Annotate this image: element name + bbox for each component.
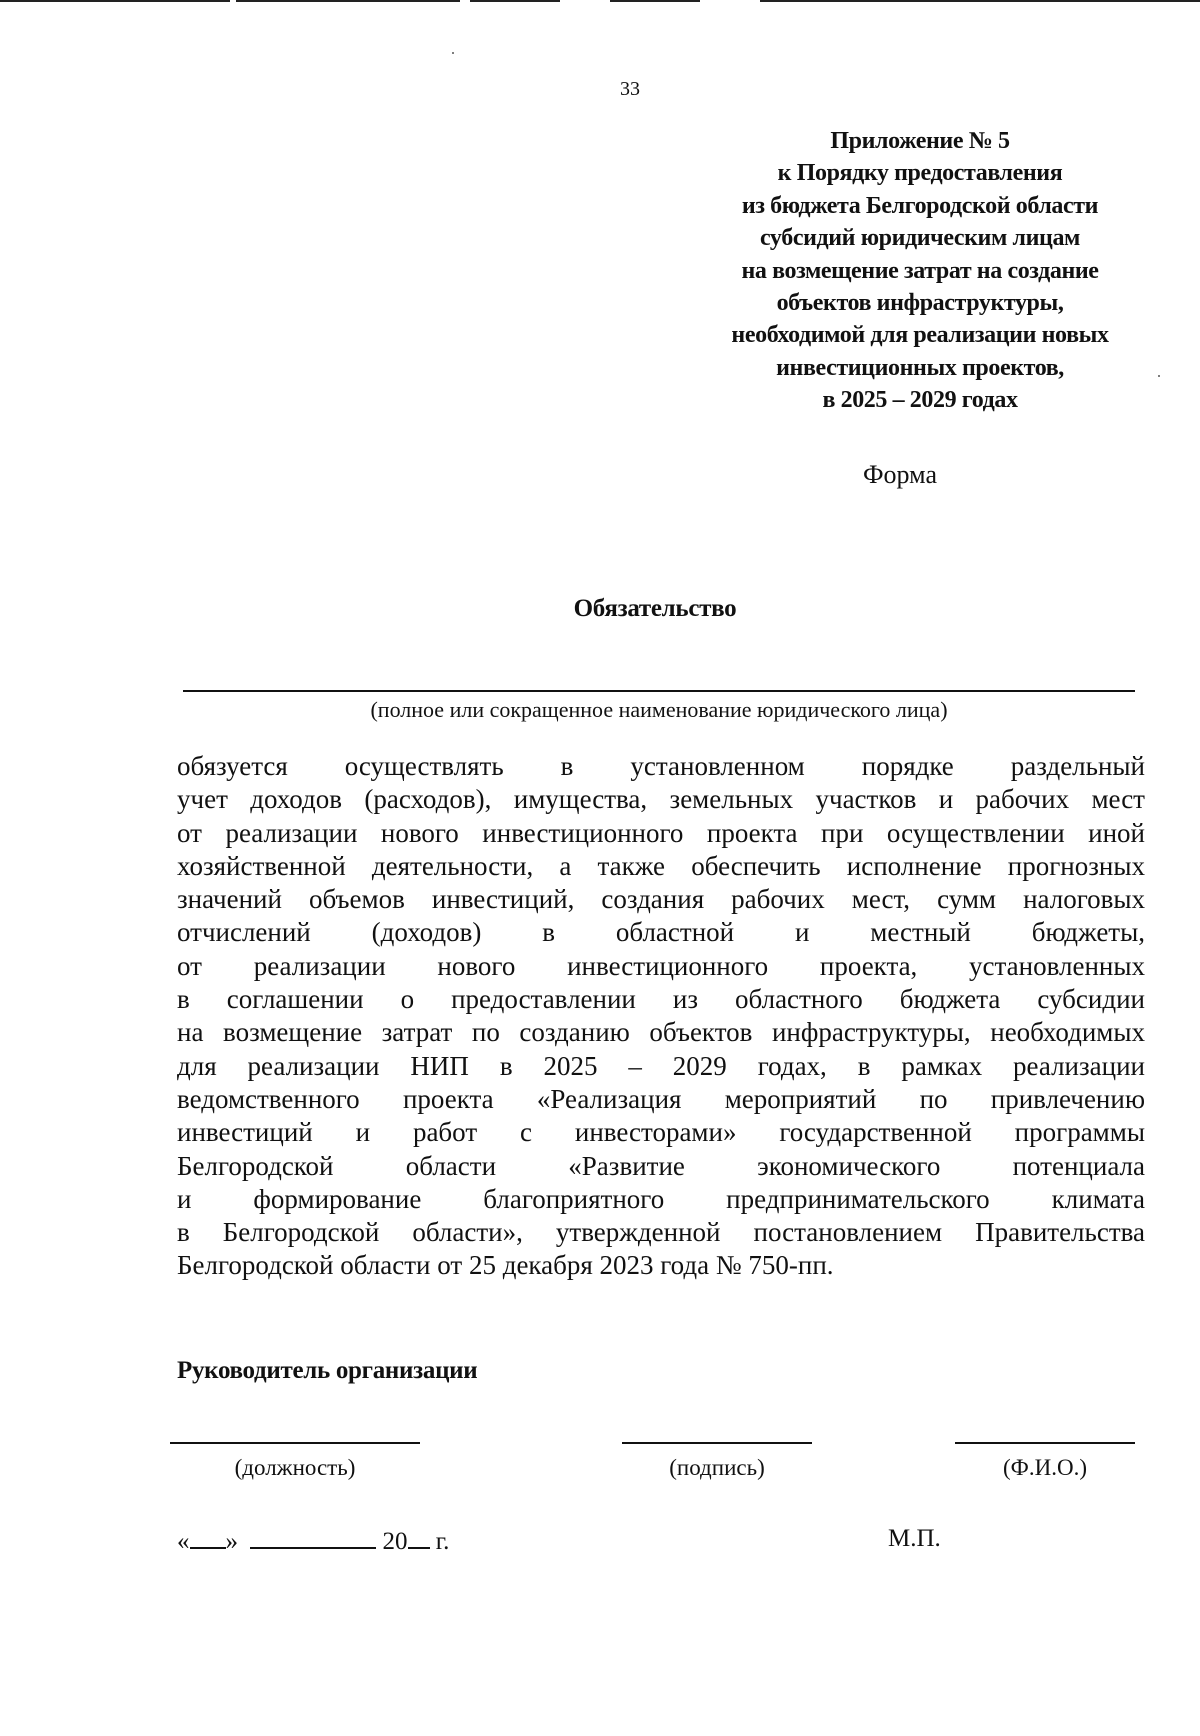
obligation-body	[177, 750, 1145, 1283]
entity-name-blank-line	[183, 690, 1135, 692]
appendix-line: объектов инфраструктуры,	[776, 290, 1064, 317]
year-blank	[408, 1525, 430, 1549]
date-field	[177, 1525, 449, 1556]
appendix-heading	[680, 125, 1160, 417]
signature-blank-line	[622, 1442, 812, 1444]
date-close-quote: »	[225, 1528, 238, 1555]
appendix-line: из бюджета Белгородской области	[741, 192, 1099, 219]
body-line: Белгородской области от 25 декабря 2023 года № 750-пп.	[177, 1250, 834, 1281]
appendix-line: Приложение № 5	[830, 128, 1010, 154]
body-line: ведомственного проекта «Реализация мероприятий по привлечению	[177, 1083, 1145, 1114]
date-open-quote: «	[177, 1528, 190, 1555]
scan-edge-line	[0, 0, 1200, 2]
year-prefix: 20	[382, 1528, 408, 1555]
body-line: от реализации нового инвестиционного проекта при осуществлении иной	[177, 817, 1145, 848]
document-title: Обязательство	[573, 595, 737, 622]
body-line: от реализации нового инвестиционного проекта, установленных	[177, 950, 1145, 981]
appendix-line: к Порядку предоставления	[777, 160, 1063, 187]
body-line: для реализации НИП в 2025 – 2029 годах, в рамках реализации	[177, 1050, 1145, 1081]
body-line: и формирование благоприятного предпринимательского климата	[177, 1183, 1145, 1214]
month-blank	[250, 1525, 376, 1549]
body-line: хозяйственной деятельности, а также обеспечить исполнение прогнозных	[177, 850, 1145, 881]
body-line: на возмещение затрат по созданию объектов инфраструктуры, необходимых	[177, 1017, 1145, 1048]
body-line: в соглашении о предоставлении из областного бюджета субсидии	[177, 984, 1145, 1015]
appendix-line: в 2025 – 2029 годах	[822, 387, 1018, 414]
appendix-line: необходимой для реализации новых	[731, 322, 1109, 349]
body-line: значений объемов инвестиций, создания рабочих мест, сумм налоговых	[177, 884, 1145, 915]
signature-caption: (подпись)	[669, 1455, 765, 1480]
entity-name-caption: (полное или сокращенное наименование юридического лица)	[370, 697, 948, 722]
body-line: отчислений (доходов) в областной и местный бюджеты,	[177, 917, 1145, 948]
body-line: Белгородской области «Развитие экономического потенциала	[177, 1150, 1145, 1181]
scan-speck	[1158, 375, 1160, 377]
body-line: инвестиций и работ с инвесторами» государственной программы	[177, 1117, 1145, 1148]
day-blank	[190, 1525, 226, 1549]
scan-speck	[452, 52, 454, 54]
appendix-line: субсидий юридическим лицам	[760, 225, 1080, 252]
body-line: учет доходов (расходов), имущества, земельных участков и рабочих мест	[177, 784, 1145, 815]
form-label: Форма	[863, 460, 937, 489]
appendix-line: на возмещение затрат на создание	[741, 257, 1099, 284]
year-suffix: г.	[435, 1528, 450, 1555]
full-name-blank-line	[955, 1442, 1135, 1444]
stamp-place-label: М.П.	[888, 1525, 941, 1552]
body-line: обязуется осуществлять в установленном порядке раздельный	[177, 751, 1145, 781]
body-line: в Белгородской области», утвержденной постановлением Правительства	[177, 1217, 1145, 1248]
full-name-caption: (Ф.И.О.)	[1003, 1455, 1087, 1480]
position-blank-line	[170, 1442, 420, 1444]
head-of-organization-label: Руководитель организации	[177, 1357, 478, 1384]
appendix-line: инвестиционных проектов,	[776, 354, 1064, 381]
position-caption: (должность)	[234, 1455, 356, 1480]
page-number: 33	[620, 78, 640, 100]
